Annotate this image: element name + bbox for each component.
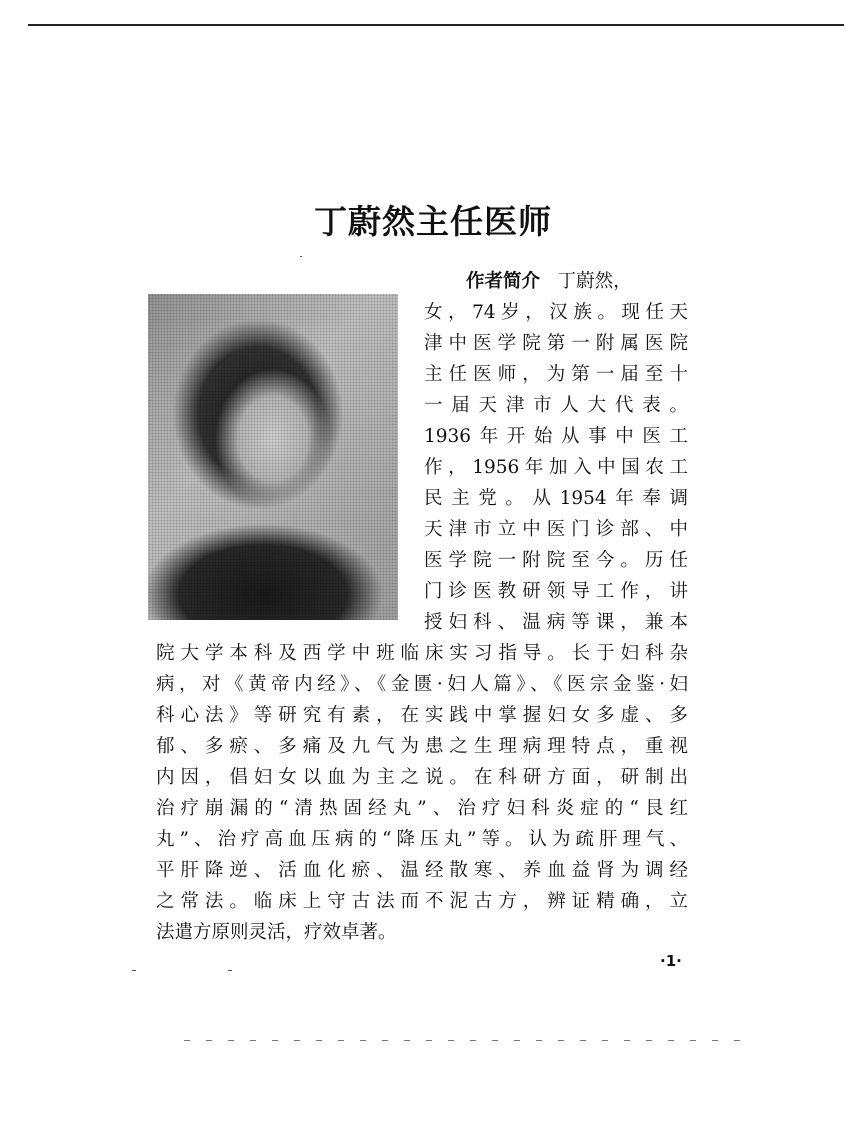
bio-line: 丁蔚然， [557,271,632,292]
bio-line: 治疗崩漏的“清热固经丸”、治疗妇科炎症的“艮红 [156,798,688,819]
bio-line: 主任医师，为第一届至十 [424,364,688,385]
bio-line: 之常法。临床上守古法而不泥古方，辨证精确，立 [156,891,688,912]
bio-line: 医学院一附院至今。历任 [424,550,688,571]
scan-speck [132,970,136,971]
bio-line: 门诊医教研领导工作，讲 [424,581,688,602]
scan-speck [300,256,302,257]
page-number: ·1· [660,952,682,970]
bio-line: 天津市立中医门诊部、中 [424,519,688,540]
bio-line: 一届天津市人大代表。 [424,395,688,416]
bio-line: 内因，倡妇女以血为主之说。在科研方面，研制出 [156,767,688,788]
bio-line: 平肝降逆、活血化瘀、温经散寒、养血益肾为调经 [156,860,688,881]
scan-noise-line [184,1040,744,1041]
bio-first-line [466,266,688,297]
lead-label: 作者简介 [466,271,541,292]
bio-line: 1936年开始从事中医工 [424,426,688,447]
bio-line: 民主党。从1954年奉调 [424,488,688,509]
bio-line: 丸”、治疗高血压病的“降压丸”等。认为疏肝理气、 [156,829,688,850]
page-title: 丁蔚然主任医师 [314,202,552,241]
bio-line: 授妇科、温病等课，兼本 [424,612,688,633]
bio-line: 津中医学院第一附属医院 [424,333,688,354]
bio-line: 郁、多瘀、多痛及九气为患之生理病理特点，重视 [156,736,688,757]
bio-line: 科心法》等研究有素，在实践中掌握妇女多虚、多 [156,705,688,726]
bio-line: 女，74岁，汉族。现任天 [424,302,688,323]
scan-speck [228,970,232,971]
bio-line: 法遣方原则灵活，疗效卓著。 [156,922,397,943]
bio-line: 作，1956年加入中国农工 [424,457,688,478]
bio-line: 院大学本科及西学中班临床实习指导。长于妇科杂 [156,643,688,664]
bio-line: 病，对《黄帝内经》、《金匮·妇人篇》、《医宗金鉴·妇 [156,674,688,695]
